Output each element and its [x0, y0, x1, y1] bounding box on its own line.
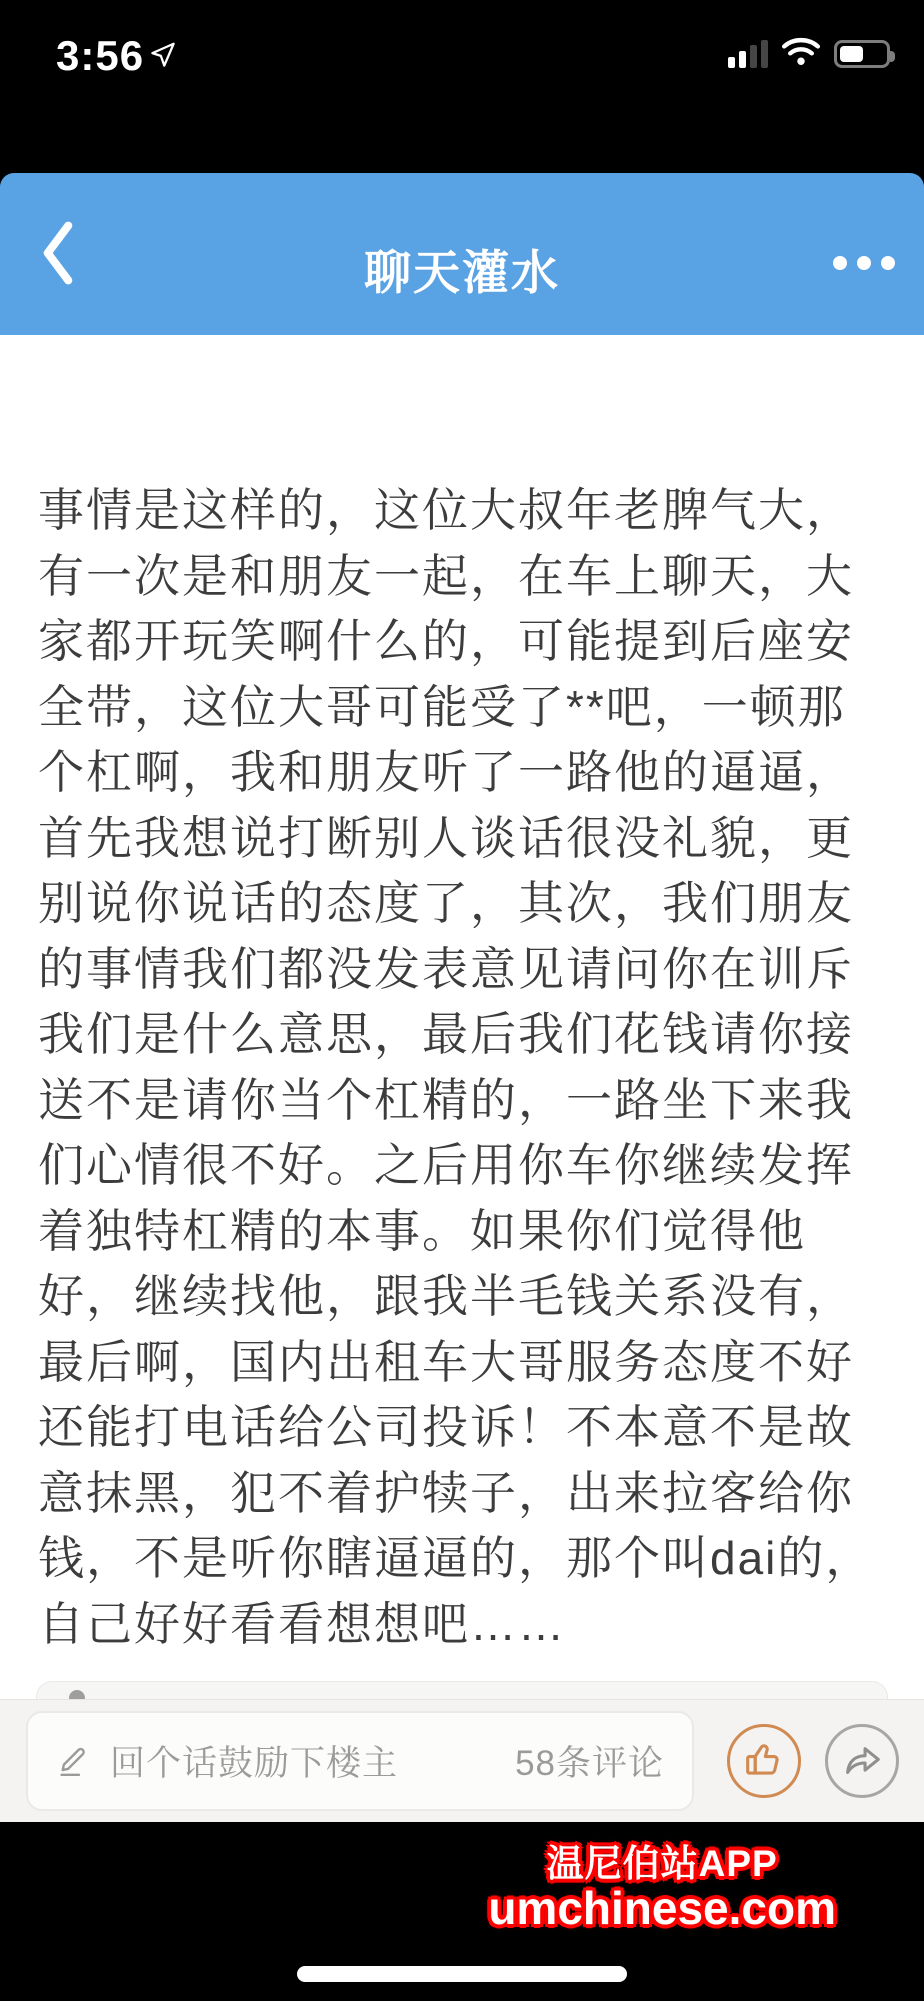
page-title: 聊天灌水: [364, 245, 560, 299]
post-text-line: 最后啊，国内出租车大哥服务态度不好: [38, 1335, 854, 1388]
watermark-app-name: 温尼伯站APP: [546, 1843, 778, 1884]
reply-placeholder: 回个话鼓励下楼主: [110, 1744, 399, 1783]
comment-count[interactable]: 58条评论: [515, 1744, 664, 1783]
post-text-line: 钱，不是听你瞎逼逼的，那个叫dai的，: [38, 1532, 874, 1584]
post-text-line: 个杠啊，我和朋友听了一路他的逼逼，: [38, 746, 854, 798]
share-button[interactable]: [825, 1724, 899, 1798]
post-text-line: 家都开玩笑啊什么的，可能提到后座安: [38, 615, 854, 667]
status-bar: [0, 0, 924, 173]
status-icons: [728, 36, 890, 72]
watermark: [488, 1844, 836, 1932]
post-text-line: 首先我想说打断别人谈话很没礼貌，更: [38, 811, 854, 864]
post-text-line: 的事情我们都没发表意见请问你在训斥: [38, 942, 854, 995]
bottom-black-area: [0, 1822, 924, 2001]
more-options-button[interactable]: [824, 233, 904, 293]
home-indicator[interactable]: [297, 1966, 627, 1982]
post-text-line: 着独特杠精的本事。如果你们觉得他: [38, 1204, 806, 1257]
share-arrow-icon: [839, 1736, 885, 1787]
thumbs-up-icon: [742, 1737, 786, 1786]
post-text-line: 别说你说话的态度了，其次，我们朋友: [38, 877, 854, 929]
post-text-line: 事情是这样的，这位大叔年老脾气大，: [38, 484, 854, 536]
post-text-line: 有一次是和朋友一起，在车上聊天，大: [38, 549, 854, 602]
comment-toolbar: [0, 1699, 924, 1822]
navigation-bar: [0, 173, 924, 335]
pencil-icon: [56, 1740, 94, 1783]
post-text-line: 送不是请你当个杠精的，一路坐下来我: [38, 1073, 854, 1126]
post-text-line: 我们是什么意思，最后我们花钱请你接: [38, 1008, 854, 1060]
wifi-icon: [780, 36, 822, 73]
post-text-line: 意抹黑，犯不着护犊子，出来拉客给你: [38, 1466, 854, 1519]
watermark-domain: umchinese.com: [488, 1882, 836, 1934]
location-arrow-icon: [148, 40, 178, 75]
post-body-text: [38, 478, 874, 1657]
post-text-line: 自己好好看看想想吧……: [38, 1597, 566, 1650]
post-text-line: 全带，这位大哥可能受了**吧，一顿那: [38, 680, 846, 733]
post-content-area: [0, 335, 924, 1699]
battery-icon: [834, 40, 890, 68]
post-text-line: 们心情很不好。之后用你车你继续发挥: [38, 1139, 854, 1191]
like-button[interactable]: [727, 1724, 801, 1798]
post-text-line: 好，继续找他，跟我半毛钱关系没有，: [38, 1270, 854, 1322]
post-text-line: 还能打电话给公司投诉！不本意不是故: [38, 1401, 854, 1453]
cellular-signal-icon: [728, 40, 768, 68]
more-options-icon: [833, 256, 895, 270]
reply-input[interactable]: [26, 1711, 694, 1811]
clock: 3:56: [56, 32, 145, 79]
